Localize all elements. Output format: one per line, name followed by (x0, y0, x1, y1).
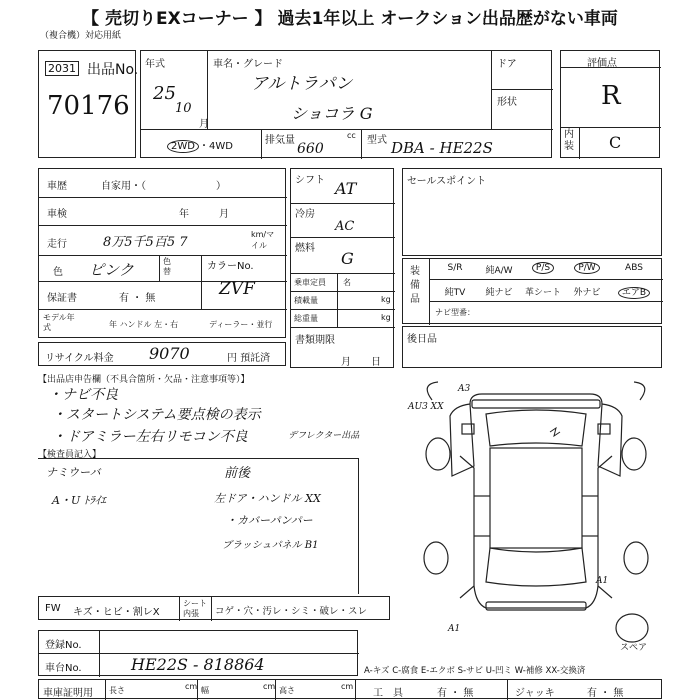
weight-label: 総重量 (294, 314, 318, 323)
inspector-note-1: ナミウーバ (46, 466, 101, 479)
mileage-unit: km/マイル (251, 230, 275, 250)
cert-label: 車庫証明用 (43, 688, 93, 699)
equipment-box (402, 258, 662, 324)
drive-2wd (167, 137, 233, 152)
drive-4wd: ・4WD (198, 141, 233, 152)
diagram-note-2: A3 (458, 384, 471, 394)
inspector-note-3: 前後 (224, 466, 251, 481)
declaration-line-3: ・ドアミラー左右リモコン不良 (52, 429, 248, 445)
mileage-value: 8万5千5百5 7 (103, 235, 188, 250)
recycle-box (38, 342, 286, 366)
declaration-label: 【出品店申告欄（不具合箇所・欠品・注意事項等）】 (38, 375, 250, 385)
eq-leather: 革シート (524, 288, 561, 298)
lot-label: 出品No. (87, 62, 139, 78)
inspection-value: 年 月 (179, 209, 229, 220)
eq-pw-circled: P/W (574, 262, 599, 274)
fw-text: キズ・ヒビ・割レX (73, 607, 160, 618)
height-label: 高さ (279, 686, 295, 695)
vehicle-block (140, 50, 552, 158)
damage-legend: A-キズ C-腐食 E-エクボ S-サビ U-凹ミ W-補修 XX-交換済 (364, 666, 586, 676)
shift-value: AT (335, 179, 357, 198)
sales-label: セールスポイント (407, 176, 487, 187)
footer-row (38, 679, 662, 699)
model-label: 型式 (367, 135, 387, 146)
history-options: 自家用・（ ） (101, 181, 226, 192)
eq-airbag (609, 285, 659, 298)
navi-model-label: ナビ型番： (435, 308, 475, 317)
car-diagram (390, 376, 680, 644)
lot-code: 2031 (45, 61, 79, 76)
inspector-note-2: A・U ﾄﾗｲｴ (52, 494, 106, 507)
name-label: 車名・グレード (213, 59, 283, 70)
capacity-label: 乗車定員 (294, 278, 326, 287)
eq-extnavi: 外ナビ (573, 288, 601, 298)
vehicle-grade: ショコラ G (291, 104, 373, 123)
grade-score: R (601, 81, 621, 111)
interior-score: C (609, 133, 622, 152)
door-label: ドア (497, 59, 517, 70)
model-year-label: モデル年式 (43, 313, 75, 332)
recycle-label: リサイクル料金 (45, 353, 114, 364)
seat-text: コゲ・穴・汚レ・シミ・破レ・スレ (215, 606, 368, 617)
tools-value: 有 ・ 無 (437, 688, 474, 699)
color-change: 色替 (163, 257, 171, 276)
shape-label: 形状 (497, 97, 517, 108)
interior-label: 内装 (564, 129, 574, 152)
diagram-note-5: A1 (448, 624, 461, 634)
eq-navi: 純ナビ (485, 288, 513, 298)
seat-label: シート内張 (183, 599, 207, 618)
inspector-note-6: ブラッシュパネル B1 (222, 540, 319, 551)
width-label: 幅 (201, 686, 209, 695)
grade-label: 評価点 (587, 58, 617, 69)
colorno-label: カラーNo. (207, 261, 254, 272)
width-unit: cm (263, 682, 276, 691)
inspector-note-4: 左ドア・ハンドル XX (214, 492, 321, 505)
warranty-value: 有 ・ 無 (119, 293, 156, 304)
history-block (38, 168, 286, 338)
ac-value: AC (335, 219, 355, 234)
color-value: ピンク (89, 261, 134, 279)
aftermarket-label: 後日品 (407, 334, 437, 345)
displacement-value: 660 (297, 141, 324, 157)
lot-number: 70176 (47, 91, 130, 121)
spare-label: スペア (620, 643, 648, 653)
specs-block (290, 168, 401, 368)
aftermarket-box (402, 326, 662, 368)
handle-value: 年 ハンドル 左・右 (109, 320, 179, 329)
equipment-label: 装備品 (410, 266, 420, 305)
diagram-note-3: デフレクター出品 (288, 431, 360, 441)
eq-pw (565, 263, 609, 273)
grade-box (560, 50, 660, 158)
length-unit: cm (185, 682, 198, 691)
height-unit: cm (341, 682, 354, 691)
drive-2wd-circled: 2WD (167, 140, 199, 153)
fw-row (38, 596, 390, 620)
displacement-label: 排気量 (265, 135, 295, 146)
eq-airbag-circled: エアB (618, 287, 650, 299)
month-unit: 月 (199, 119, 209, 130)
month-value: 10 (175, 101, 192, 116)
colorno-value: ZVF (219, 279, 255, 299)
lot-box (38, 50, 139, 158)
eq-abs: ABS (625, 263, 643, 273)
weight-unit: kg (381, 313, 391, 322)
length-label: 長さ (109, 686, 125, 695)
tools-label: 工 具 (373, 688, 403, 699)
dealer-value: ディーラー・並行 (209, 320, 273, 329)
page-subtitle: （複合機）対応用紙 (40, 31, 122, 41)
year-value: 25 (153, 83, 176, 104)
eq-ps-circled: P/S (532, 262, 554, 274)
cc-unit: cc (347, 131, 356, 140)
jack-label: ジャッキ (515, 688, 555, 699)
warranty-label: 保証書 (47, 293, 77, 304)
year-label: 年式 (145, 59, 165, 70)
color-label: 色 (53, 267, 63, 278)
load-unit: kg (381, 295, 391, 304)
reg-unit: 月日 (341, 357, 401, 368)
eq-aw: 純A/W (485, 266, 513, 276)
ac-label: 冷房 (295, 209, 315, 220)
vehicle-name: アルトラパン (251, 74, 353, 94)
capacity-unit: 名 (343, 278, 351, 287)
reg-no-label: 登録No. (45, 640, 82, 651)
chassis-value: HE22S - 818864 (131, 655, 265, 674)
load-label: 積載量 (294, 296, 318, 305)
declaration-line-1: ・ナビ不良 (48, 387, 118, 403)
shift-label: シフト (295, 175, 325, 186)
inspector-label: 【検査員記入】 (38, 450, 102, 460)
registration-box (38, 630, 358, 676)
inspection-label: 車検 (47, 209, 67, 220)
page-title: 【 売切りEXコーナー 】 過去1年以上 オークション出品歴がない車両 (82, 9, 618, 29)
history-label: 車歴 (47, 181, 67, 192)
sales-box (402, 168, 662, 256)
eq-tv: 純TV (444, 288, 466, 298)
reg-label: 書類期限 (295, 335, 335, 346)
chassis-label: 車台No. (45, 663, 82, 674)
fw-label: FW (45, 603, 61, 614)
fuel-value: G (341, 249, 354, 268)
recycle-unit: 円 預託済 (227, 353, 271, 364)
mileage-label: 走行 (47, 239, 67, 250)
eq-ps (521, 263, 565, 273)
declaration-line-2: ・スタートシステム要点検の表示 (52, 407, 261, 423)
jack-value: 有 ・ 無 (587, 688, 624, 699)
diagram-note-1: AU3 XX (408, 402, 444, 412)
diagram-note-4: A1 (596, 576, 609, 586)
eq-sr: S/R (447, 263, 463, 273)
model-value: DBA - HE22S (391, 139, 493, 157)
inspector-note-5: ・カバーパンパー (226, 514, 313, 527)
fuel-label: 燃料 (295, 243, 315, 254)
recycle-value: 9070 (149, 344, 190, 363)
